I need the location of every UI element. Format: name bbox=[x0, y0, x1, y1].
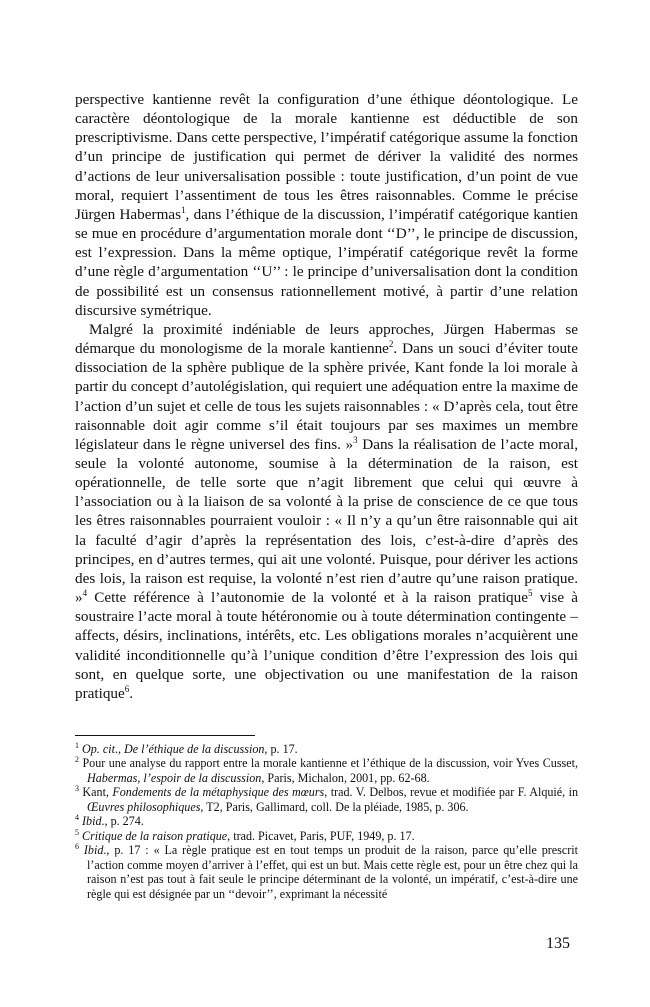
footnote-number: 6 bbox=[75, 842, 79, 852]
paragraph-1 bbox=[75, 90, 578, 320]
footnote-ref-3: 3 bbox=[353, 434, 358, 445]
footnote-text: , Paris, Michalon, 2001, pp. 62-68. bbox=[261, 770, 430, 785]
paragraph-2-text-c: Dans la réalisation de l’acte moral, seule la volonté autonome, soumise à la détermination de la raison, est opérationnelle, de telle sorte que n’agit librement que celui qui œuvre à l’association ou à la liaison de sa volonté à la prise de conscience de ce que tous les êtres raisonnables pourraient vouloir : « Il n’y a qu’un être raisonnable qui ait la faculté d’agir d’après la représentation des lois, c’est-à-dire d’après des principes, en d’autres termes, qui ait une volonté. Puisque, pour dériver les actions des lois, la raison est requise, la volonté n’est rien d’autre qu’une raison pratique. » bbox=[75, 435, 578, 607]
footnote-ref-1: 1 bbox=[181, 204, 186, 215]
footnote-number: 1 bbox=[75, 740, 79, 750]
footnote-ref-6: 6 bbox=[124, 683, 130, 694]
footnote-italic-text: Fondements de la métaphysique des mœurs bbox=[112, 785, 325, 800]
footnote-ref-2: 2 bbox=[388, 338, 394, 349]
footnote-text: Pour une analyse du rapport entre la morale kantienne et l’éthique de la discussion, voir Yves Cusset, bbox=[82, 756, 578, 771]
paragraph-2 bbox=[75, 320, 578, 703]
main-text bbox=[75, 90, 578, 703]
footnote-text: ., p. 274. bbox=[101, 814, 144, 829]
footnote-6 bbox=[75, 843, 578, 901]
footnote-text: , bbox=[117, 742, 125, 756]
footnote-italic-text: Habermas, l’espoir de la discussion bbox=[87, 770, 262, 785]
footnote-2 bbox=[75, 756, 578, 785]
paragraph-2-text-f: . bbox=[129, 684, 134, 702]
footnote-text: , trad. V. Delbos, revue et modifiée par F. Alquié, in bbox=[324, 785, 578, 800]
footnote-3 bbox=[75, 785, 578, 814]
footnote-text: ., p. 17 : « La règle pratique est en tout temps un produit de la raison, parce qu’elle prescrit l’action comme moyen d’arriver à l’effet, qui est un but. Mais cette règle est, pour un être chez qui la raison n’est pas tout à fait seule le principe déterminant de la volonté, un impératif, c’est-à-dire une règle qui est désignée par un ‘‘devoir’’, exprimant la nécessité bbox=[87, 843, 578, 901]
paragraph-2-text-a: Malgré la proximité indéniable de leurs approches, Jürgen Habermas se démarque du monologisme de la morale kantienne bbox=[75, 320, 578, 358]
paragraph-1-text-a: perspective kantienne revêt la configuration d’une éthique déontologique. Le caractère déontologique de la morale kantienne est déductible de son prescriptivisme. Dans cette perspective, l’impératif catégorique assume la fonction d’un principe de justification qui permet de dériver la validité des normes d’actions de leur universalisation possible : toute justification, d’un point de vue moral, requiert l’assentiment de tous les êtres raisonnables. Comme le précise Jürgen Habermas bbox=[75, 91, 578, 223]
footnote-4 bbox=[75, 814, 578, 828]
footnote-number: 4 bbox=[75, 813, 79, 823]
footnote-1 bbox=[75, 742, 578, 756]
footnote-text: , T2, Paris, Gallimard, coll. De la pléiade, 1985, p. 306. bbox=[200, 799, 469, 814]
footnote-text: Kant, bbox=[82, 785, 113, 800]
footnote-italic-text: Critique de la raison pratique bbox=[82, 828, 228, 843]
page-number: 135 bbox=[546, 935, 570, 952]
footnote-italic-text: De l’éthique de la discussion, bbox=[124, 742, 268, 756]
paragraph-2-text-e: vise à soustraire l’acte moral à toute hétéronomie ou à toute détermination contingente – affects, désirs, inclinations, intérêts, etc. Les obligations morales n’acquièrent une validité inconditionnelle qu’à l’unique condition d’être l’expression des lois qui sont, en quelque sorte, une objectivation ou une manifestation de la raison pratique bbox=[75, 589, 578, 702]
footnote-ref-4: 4 bbox=[82, 588, 88, 598]
footnote-number: 2 bbox=[75, 755, 79, 765]
footnote-text: . bbox=[114, 742, 118, 756]
footnote-italic-text: Œuvres philosophiques bbox=[87, 799, 201, 814]
footnote-italic-text: Ibid bbox=[82, 814, 102, 829]
paragraph-2-text-b: . Dans un souci d’éviter toute dissociation de la sphère publique de la sphère privée, Kant fonde la loi morale à partir du concept d’autolégislation, qui requiert une adéquation entre la maxime de l’action d’un sujet et celle de tous les sujets raisonnables : « D’après cela, tout être raisonnable doit agir comme s’il était toujours par ses maximes un membre législateur dans le règne universel des fins. » bbox=[75, 340, 578, 453]
footnote-5 bbox=[75, 829, 578, 843]
footnote-text: p. 17. bbox=[267, 742, 298, 756]
footnote-ref-5: 5 bbox=[527, 588, 533, 598]
footnote-separator bbox=[75, 735, 255, 736]
paragraph-2-text-d: Cette référence à l’autonomie de la volonté et à la raison pratique bbox=[87, 589, 528, 607]
footnote-text: , trad. Picavet, Paris, PUF, 1949, p. 17. bbox=[227, 828, 415, 843]
footnote-number: 3 bbox=[75, 784, 79, 794]
footnote-italic-text: Op. cit bbox=[82, 742, 115, 756]
footnote-italic-text: Ibid bbox=[83, 843, 104, 858]
footnote-number: 5 bbox=[75, 827, 79, 837]
paragraph-1-text-b: , dans l’éthique de la discussion, l’impératif catégorique kantien se mue en procédure d’argumentation morale dont ‘‘D’’, le principe de discussion, est l’expression. Dans la même optique, l’impératif catégorique revêt la forme d’une règle d’argumentation ‘‘U’’ : le principe d’universalisation dont la condition de possibilité est un consensus rationnellement motivé, à partir d’une relation discursive symétrique. bbox=[75, 205, 578, 319]
footnotes bbox=[75, 742, 578, 901]
